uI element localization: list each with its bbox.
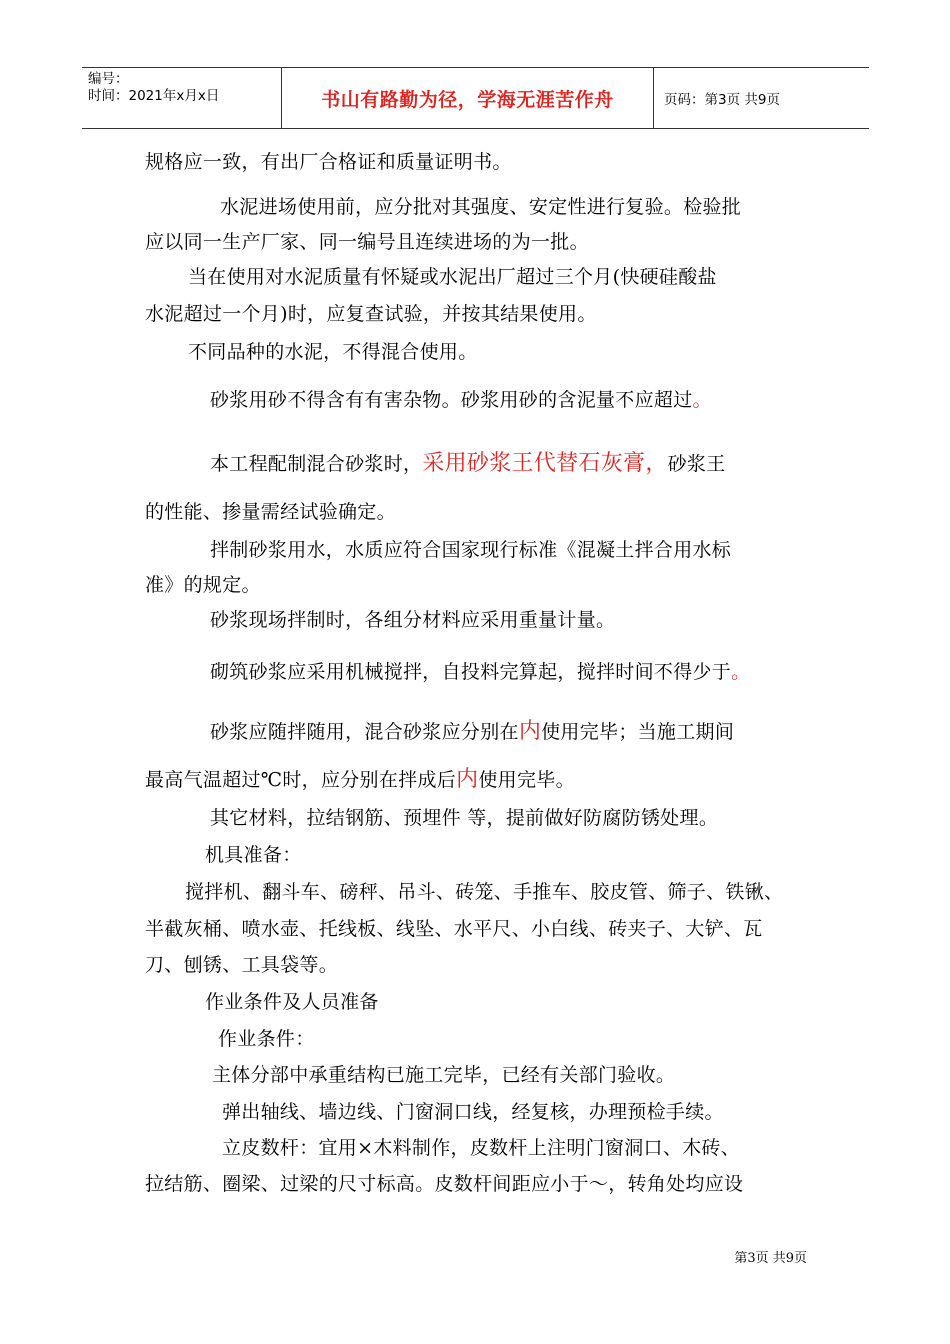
text-line: 准》的规定。 [145, 574, 261, 596]
text-segment: 本工程配制混合砂浆时， [210, 453, 423, 475]
text-segment: 最高气温超过℃时，应分别在拌成后 [145, 769, 457, 791]
text-line [210, 452, 726, 476]
text-line: 立皮数杆：宜用×木料制作，皮数杆上注明门窗洞口、木砖、 [222, 1137, 741, 1159]
header-motto: 书山有路勤为径，学海无涯苦作舟 [282, 68, 654, 128]
text-line: 半截灰桶、喷水壶、托线板、线坠、水平尺、小白线、砖夹子、大铲、瓦 [145, 918, 763, 940]
highlight-text: 采用砂浆王代替石灰膏， [422, 451, 668, 476]
text-line: 规格应一致，有出厂合格证和质量证明书。 [145, 151, 512, 173]
document-date: 时间：2021年x月x日 [88, 88, 220, 104]
highlight-text: 内 [456, 767, 479, 792]
page-header [82, 67, 869, 129]
text-line [210, 660, 750, 684]
section-heading: 机具准备： [205, 844, 302, 866]
text-segment: 砌筑砂浆应采用机械搅拌，自投料完算起，搅拌时间不得少于 [210, 661, 732, 683]
text-line: 刀、刨锈、工具袋等。 [145, 954, 339, 976]
text-line: 应以同一生产厂家、同一编号且连续进场的为一批。 [145, 231, 589, 253]
section-heading: 作业条件及人员准备 [205, 991, 379, 1013]
header-meta [82, 68, 282, 128]
text-segment: 使用完毕；当施工期间 [541, 721, 735, 743]
section-heading: 作业条件： [218, 1028, 315, 1050]
text-line: 的性能、掺量需经试验确定。 [145, 501, 396, 523]
header-page-number: 页码：第3页 共9页 [664, 92, 780, 108]
text-line: 拉结筋、圈梁、过梁的尺寸标高。皮数杆间距应小于～，转角处均应设 [145, 1173, 744, 1195]
text-segment: 砂浆应随拌随用，混合砂浆应分别在 [210, 721, 519, 743]
document-number: 编号： [88, 71, 129, 87]
text-line [145, 768, 575, 792]
highlight-text: 内 [518, 719, 542, 744]
text-line: 当在使用对水泥质量有怀疑或水泥出厂超过三个月(快硬硅酸盐 [188, 266, 717, 288]
text-segment: 使用完毕。 [478, 769, 575, 791]
text-line: 弹出轴线、墙边线、门窗洞口线，经复核，办理预检手续。 [222, 1101, 724, 1123]
text-line: 搅拌机、翻斗车、磅秤、吊斗、砖笼、手推车、胶皮管、筛子、铁锹、 [185, 881, 784, 903]
text-line: 水泥进场使用前，应分批对其强度、安定性进行复验。检验批 [220, 196, 742, 218]
text-line: 砂浆现场拌制时，各组分材料应采用重量计量。 [210, 609, 616, 631]
text-line: 水泥超过一个月)时，应复查试验，并按其结果使用。 [145, 303, 597, 325]
text-line: 主体分部中承重结构已施工完毕，已经有关部门验收。 [212, 1064, 676, 1086]
text-line [210, 720, 734, 744]
text-line: 其它材料，拉结钢筋、预埋件 等，提前做好防腐防锈处理。 [210, 807, 719, 829]
text-line [210, 388, 712, 412]
highlight-text: 。 [731, 661, 751, 683]
page-footer-number: 第3页 共9页 [734, 1251, 807, 1266]
highlight-text: 。 [692, 389, 712, 411]
text-line: 拌制砂浆用水，水质应符合国家现行标准《混凝土拌合用水标 [210, 539, 732, 561]
text-line: 不同品种的水泥，不得混合使用。 [188, 341, 478, 363]
text-segment: 砂浆用砂不得含有有害杂物。砂浆用砂的含泥量不应超过 [210, 389, 693, 411]
text-segment: 砂浆王 [667, 453, 726, 475]
